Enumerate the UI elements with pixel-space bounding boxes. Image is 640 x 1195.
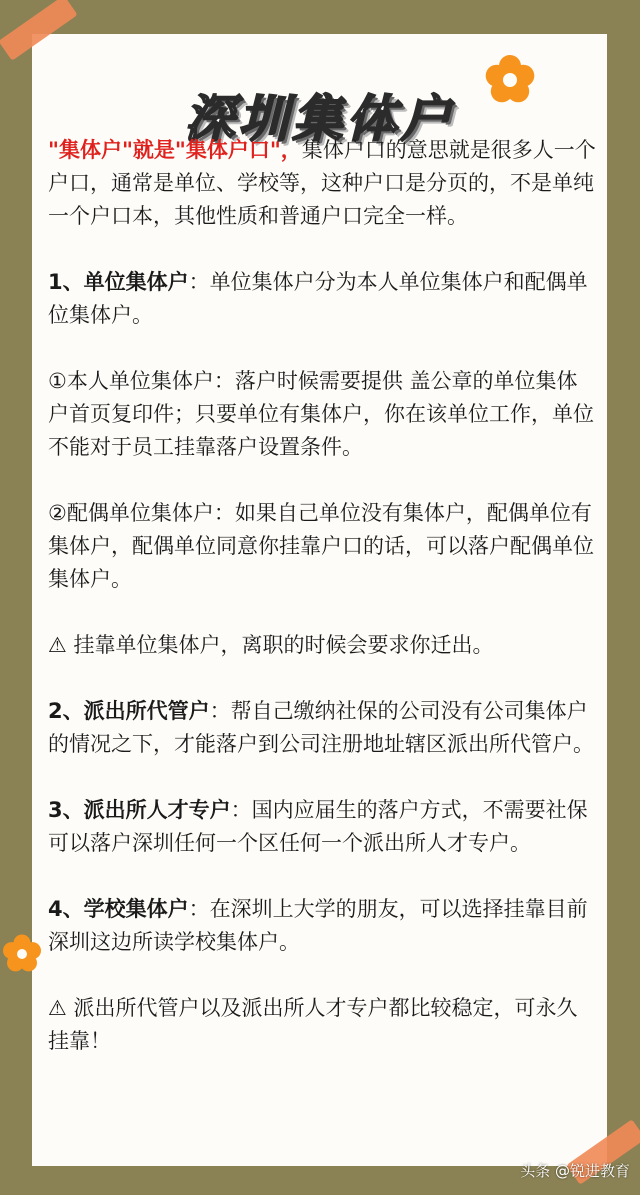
school-collective-text: 在深圳上大学的朋友，可以选择挂靠目前深圳这边所读学校集体户。 (48, 897, 588, 954)
police-custody-heading: 2、派出所代管户 (48, 699, 210, 723)
intro-text: 集体户口的意思就是很多人一个户口，通常是单位、学校等，这种户口是分页的，不是单纯一个户口本，其他性质和普通户口完全一样。 (48, 138, 596, 228)
content-card (32, 34, 607, 1166)
police-custody-sep: ： (209, 699, 231, 723)
flower-icon (0, 932, 44, 976)
school-collective-sep: ： (188, 897, 210, 921)
flower-icon (482, 52, 538, 108)
police-custody-text: 帮自己缴纳社保的公司没有公司集体户的情况之下，才能落户到公司注册地址辖区派出所代管户。 (48, 699, 594, 756)
talent-account-text: 国内应届生的落户方式，不需要社保可以落户深圳任何一个区任何一个派出所人才专户。 (48, 798, 588, 855)
article-body (48, 134, 596, 1091)
talent-account-heading: 3、派出所人才专户 (48, 798, 231, 822)
spouse-unit-paragraph: ②配偶单位集体户：如果自己单位没有集体户，配偶单位有集体户，配偶单位同意你挂靠户口的话，可以落户配偶单位集体户。 (48, 501, 594, 591)
talent-account-sep: ： (230, 798, 252, 822)
talent-account-paragraph (48, 794, 596, 860)
school-collective-paragraph (48, 893, 596, 959)
intro-paragraph (48, 134, 596, 233)
unit-collective-text: 单位集体户分为本人单位集体户和配偶单位集体户。 (48, 270, 588, 327)
unit-collective-heading: 1、单位集体户 (48, 270, 189, 294)
page-title: 深圳集体户 (184, 90, 455, 148)
watermark: 头条 @锐进教育 (520, 1162, 630, 1180)
warning-paragraph-1: ⚠ 挂靠单位集体户，离职的时候会要求你迁出。 (48, 633, 494, 657)
intro-highlight: "集体户"就是"集体户口"， (48, 138, 302, 162)
police-custody-paragraph (48, 695, 596, 761)
school-collective-heading: 4、学校集体户 (48, 897, 189, 921)
unit-collective-paragraph (48, 266, 596, 332)
unit-collective-sep: ： (188, 270, 210, 294)
warning-paragraph-2: ⚠ 派出所代管户以及派出所人才专户都比较稳定，可永久挂靠！ (48, 996, 578, 1053)
self-unit-paragraph: ①本人单位集体户：落户时候需要提供 盖公章的单位集体户首页复印件；只要单位有集体户，你在该单位工作，单位不能对于员工挂靠落户设置条件。 (48, 369, 594, 459)
